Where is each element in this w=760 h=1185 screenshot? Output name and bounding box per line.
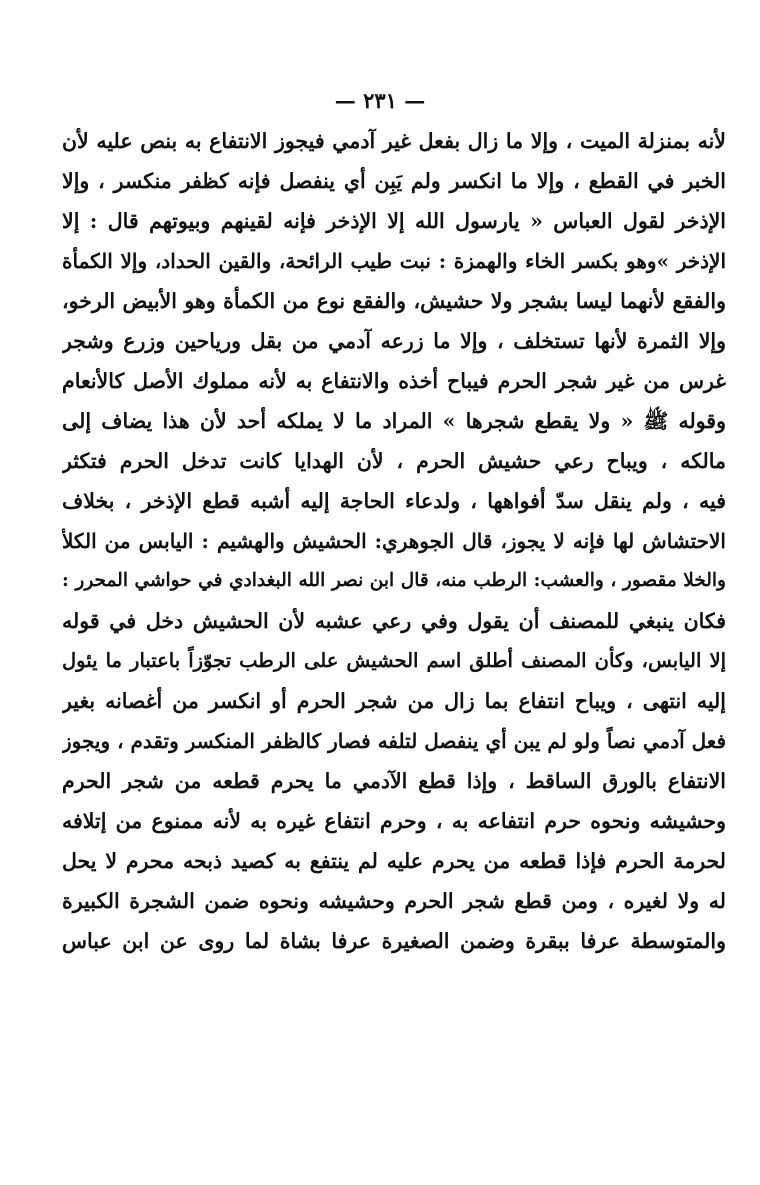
text-line: لأنه بمنزلة الميت ، وإلا ما زال بفعل غير آدمي فيجوز الانتفاع به بنص عليه لأن bbox=[62, 129, 726, 153]
text-line: فكان ينبغي للمصنف أن يقول وفي رعي عشبه لأن الحشيش دخل في قوله bbox=[62, 609, 726, 633]
text-line: له ولا لغيره ، ومن قطع شجر الحرم وحشيشه ونحوه ضمن الشجرة الكبيرة bbox=[62, 889, 726, 913]
text-line: لحرمة الحرم فإذا قطعه من يحرم عليه لم ينتفع به كصيد ذبحه محرم لا يحل bbox=[62, 849, 726, 873]
text-line: الانتفاع بالورق الساقط ، وإذا قطع الآدمي ما يحرم قطعه من شجر الحرم bbox=[62, 769, 726, 793]
text-line: الإذخر لقول العباس « يارسول الله إلا الإذخر فإنه لقينهم وبيوتهم قال : إلا bbox=[62, 209, 726, 233]
text-line: الخبر في القطع ، وإلا ما انكسر ولم يَبِن أي ينفصل فإنه كظفر منكسر ، وإلا bbox=[62, 169, 726, 193]
body-text bbox=[62, 121, 726, 961]
text-line: إلا اليابس، وكأن المصنف أطلق اسم الحشيش على الرطب تجوّزاً باعتبار ما يئول bbox=[62, 649, 726, 672]
text-line: وحشيشه ونحوه حرم انتفاعه به ، وحرم انتفاع غيره به لأنه ممنوع من إتلافه bbox=[62, 809, 726, 833]
text-line: الإذخر »وهو بكسر الخاء والهمزة : نبت طيب الرائحة، والقين الحداد، وإلا الكمأة bbox=[62, 249, 726, 273]
text-line: وقوله ﷺ « ولا يقطع شجرها » المراد ما لا يملكه أحد لأن هذا يضاف إلى bbox=[62, 409, 726, 433]
text-line: فيه ، ولم ينقل سدّ أفواهها ، ولدعاء الحاجة إليه أشبه قطع الإذخر ، بخلاف bbox=[62, 489, 726, 513]
text-line: إليه انتهى ، ويباح انتفاع بما زال من شجر الحرم أو انكسر من أغصانه بغير bbox=[62, 689, 726, 713]
text-line: والفقع لأنهما ليسا بشجر ولا حشيش، والفقع نوع من الكمأة وهو الأبيض الرخو، bbox=[62, 289, 726, 313]
text-line: الاحتشاش لها فإنه لا يجوز، قال الجوهري: الحشيش والهشيم : اليابس من الكلأ bbox=[62, 529, 726, 553]
text-line: فعل آدمي نصاً ولو لم يبن أي ينفصل لتلفه فصار كالظفر المنكسر وتقدم ، ويجوز bbox=[62, 729, 726, 753]
text-line: والخلا مقصور ، والعشب: الرطب منه، قال ابن نصر الله البغدادي في حواشي المحرر : bbox=[62, 570, 726, 591]
text-line: والمتوسطة عرفا ببقرة وضمن الصغيرة عرفا بشاة لما روى عن ابن عباس bbox=[62, 929, 726, 953]
page-number: — ٢٣١ — bbox=[334, 88, 426, 113]
text-line: مالكه ، ويباح رعي حشيش الحرم ، لأن الهدايا كانت تدخل الحرم فتكثر bbox=[62, 449, 726, 473]
text-line: غرس من غير شجر الحرم فيباح أخذه والانتفاع به لأنه مملوك الأصل كالأنعام bbox=[62, 369, 726, 393]
text-line: وإلا الثمرة لأنها تستخلف ، وإلا ما زرعه آدمي من بقل ورياحين وزرع وشجر bbox=[62, 329, 726, 353]
